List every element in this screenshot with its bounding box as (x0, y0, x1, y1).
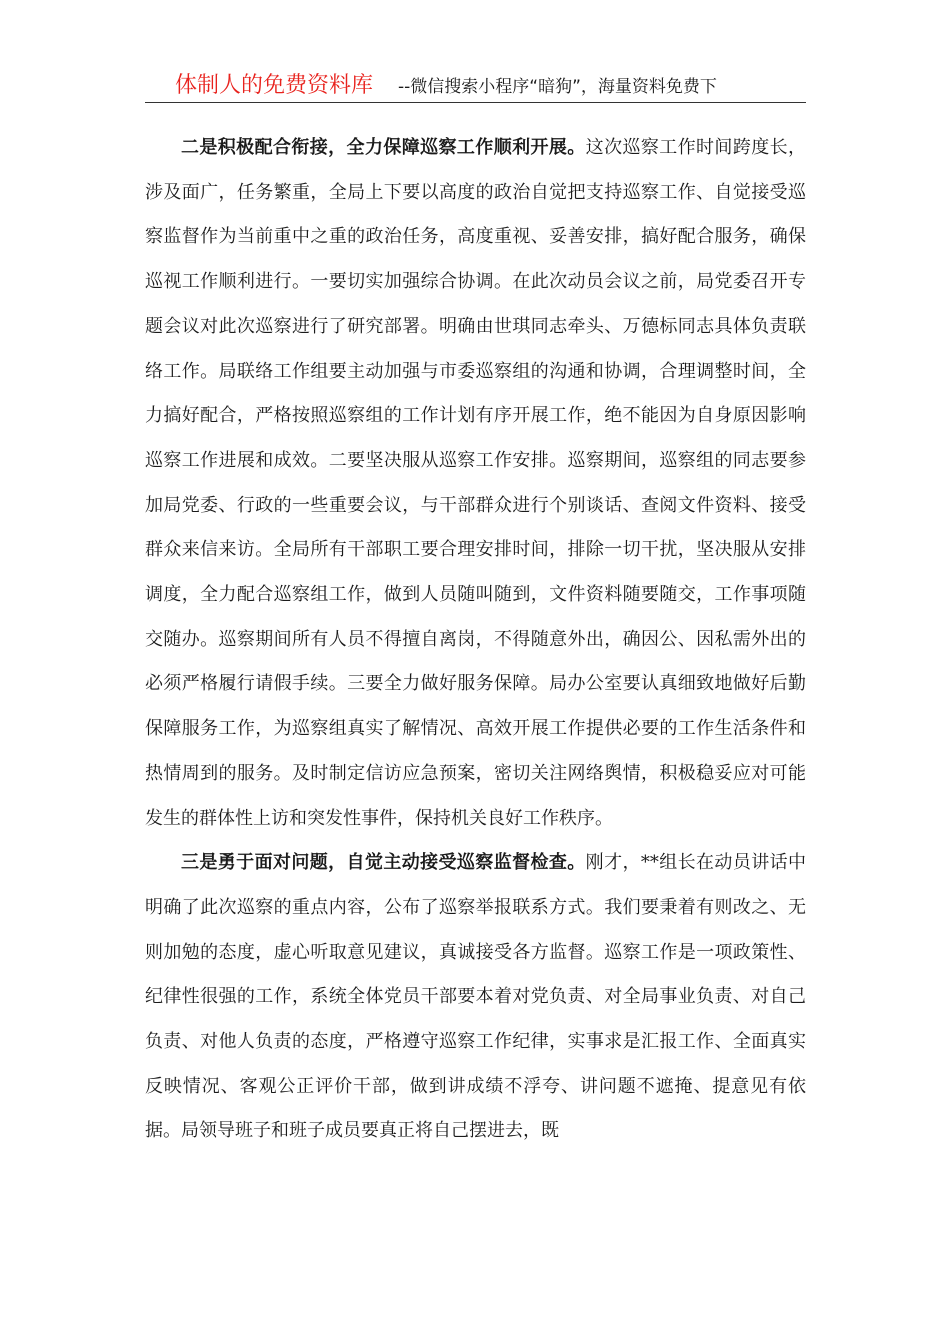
document-body (145, 126, 806, 1154)
paragraph-three (145, 841, 806, 1154)
paragraph-two-text: 这次巡察工作时间跨度长，涉及面广，任务繁重，全局上下要以高度的政治自觉把支持巡察工作、自觉接受巡察监督作为当前重中之重的政治任务，高度重视、妥善安排，搞好配合服务，确保巡视工作顺利进行。一要切实加强综合协调。在此次动员会议之前，局党委召开专题会议对此次巡察进行了研究部署。明确由世琪同志牵头、万德标同志具体负责联络工作。局联络工作组要主动加强与市委巡察组的沟通和协调，合理调整时间，全力搞好配合，严格按照巡察组的工作计划有序开展工作，绝不能因为自身原因影响巡察工作进展和成效。二要坚决服从巡察工作安排。巡察期间，巡察组的同志要参加局党委、行政的一些重要会议，与干部群众进行个别谈话、查阅文件资料、接受群众来信来访。全局所有干部职工要合理安排时间，排除一切干扰，坚决服从安排调度，全力配合巡察组工作，做到人员随叫随到，文件资料随要随交，工作事项随交随办。巡察期间所有人员不得擅自离岗，不得随意外出，确因公、因私需外出的必须严格履行请假手续。三要全力做好服务保障。局办公室要认真细致地做好后勤保障服务工作，为巡察组真实了解情况、高效开展工作提供必要的工作生活条件和热情周到的服务。及时制定信访应急预案，密切关注网络舆情，积极稳妥应对可能发生的群体性上访和突发性事件，保持机关良好工作秩序。 (145, 137, 807, 829)
header-note: --微信搜索小程序“暗狗”，海量资料免费下 (398, 77, 717, 97)
paragraph-two (145, 126, 806, 841)
paragraph-three-text: 刚才，**组长在动员讲话中明确了此次巡察的重点内容，公布了巡察举报联系方式。我们要秉着有则改之、无则加勉的态度，虚心听取意见建议，真诚接受各方监督。巡察工作是一项政策性、纪律性很强的工作，系统全体党员干部要本着对党负责、对全局事业负责、对自己负责、对他人负责的态度，严格遵守巡察工作纪律，实事求是汇报工作、全面真实反映情况、客观公正评价干部，做到讲成绩不浮夸、讲问题不遮掩、提意见有依据。局领导班子和班子成员要真正将自己摆进去，既 (145, 852, 807, 1142)
paragraph-three-lead: 三是勇于面对问题，自觉主动接受巡察监督检查。 (181, 852, 586, 874)
page-header (145, 72, 806, 103)
header-brand: 体制人的免费资料库 (175, 73, 374, 98)
paragraph-two-lead: 二是积极配合衔接，全力保障巡察工作顺利开展。 (181, 137, 586, 158)
